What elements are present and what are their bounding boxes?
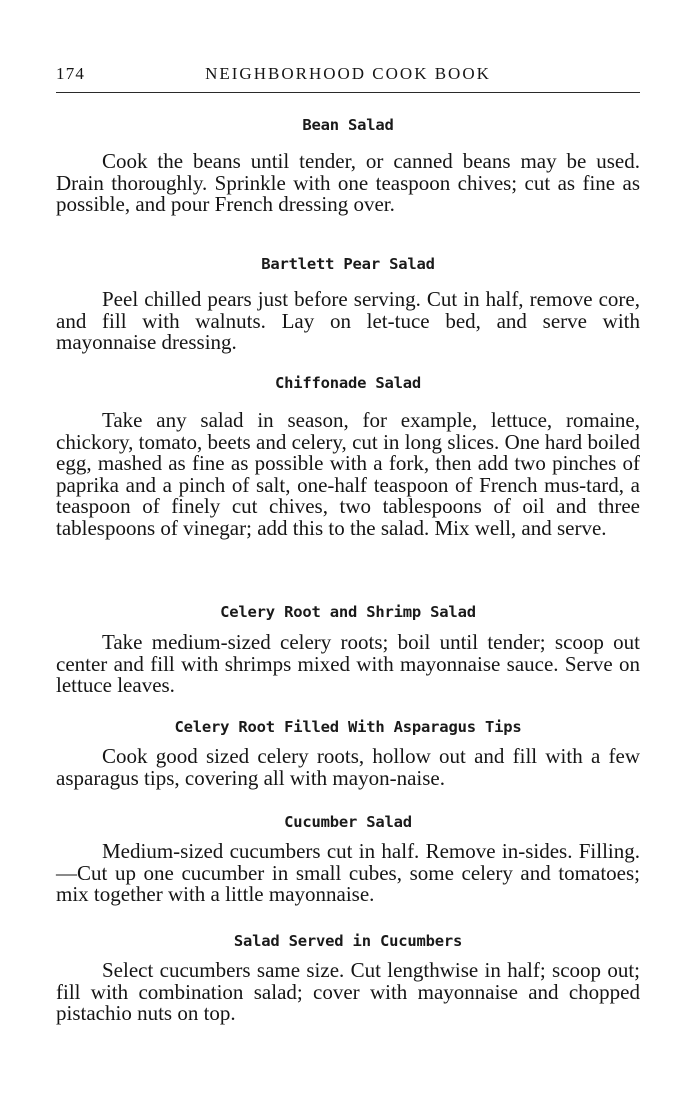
recipe-body: Select cucumbers same size. Cut lengthwise in half; scoop out; fill with combination salad; cover with mayonnaise and chopped pistachio nuts on top. — [56, 958, 640, 1026]
recipe-body: Take medium-sized celery roots; boil until tender; scoop out center and fill with shrimps mixed with mayonnaise sauce. Serve on lettuce leaves. — [56, 630, 640, 698]
recipe-body-wrap — [56, 746, 640, 789]
recipe-title: Bean Salad — [302, 116, 394, 134]
recipe-body-wrap — [56, 410, 640, 540]
recipe-body: Cook the beans until tender, or canned beans may be used. Drain thoroughly. Sprinkle with one teaspoon chives; cut as fine as possible, and pour French dressing over. — [56, 149, 640, 217]
recipe-bartlett-pear-salad — [56, 255, 640, 273]
book-title: NEIGHBORHOOD COOK BOOK — [205, 64, 491, 83]
recipe-cucumber-salad — [56, 813, 640, 831]
recipe-body-wrap — [56, 632, 640, 697]
recipe-title: Chiffonade Salad — [274, 374, 422, 392]
recipe-body-wrap — [56, 289, 640, 354]
recipe-celery-root-asparagus — [56, 718, 640, 736]
recipe-chiffonade-salad — [56, 374, 640, 392]
recipe-title: Bartlett Pear Salad — [261, 255, 435, 273]
recipe-body-wrap — [56, 960, 640, 1025]
recipe-salad-served-in-cucumbers — [56, 932, 640, 950]
page-number: 174 — [56, 64, 86, 83]
recipe-body: Cook good sized celery roots, hollow out and fill with a few asparagus tips, covering all with mayon-naise. — [56, 744, 640, 790]
recipe-body: Peel chilled pears just before serving. Cut in half, remove core, and fill with walnuts. Lay on let-tuce bed, and serve with mayonnaise dressing. — [56, 287, 640, 355]
recipe-title: Celery Root and Shrimp Salad — [220, 603, 476, 621]
book-page — [56, 60, 640, 1026]
recipe-body: Medium-sized cucumbers cut in half. Remove in-sides. Filling.—Cut up one cucumber in small cubes, some celery and tomatoes; mix together with a little mayonnaise. — [56, 839, 640, 907]
running-head — [56, 60, 640, 88]
recipe-body: Take any salad in season, for example, lettuce, romaine, chickory, tomato, beets and celery, cut in long slices. One hard boiled egg, mashed as fine as possible with a fork, then add two pinches of paprika and a pinch of salt, one-half teaspoon of French mus-tard, a teaspoon of finely cut chives, two tablespoons of oil and three tablespoons of vinegar; add this to the salad. Mix well, and serve. — [56, 408, 640, 540]
recipe-body-wrap — [56, 841, 640, 906]
recipe-title: Cucumber Salad — [284, 813, 412, 831]
recipe-celery-root-shrimp-salad — [56, 603, 640, 621]
recipe-body-wrap — [56, 151, 640, 216]
recipe-bean-salad — [56, 116, 640, 134]
recipe-title: Salad Served in Cucumbers — [233, 932, 463, 950]
header-rule — [56, 92, 640, 93]
recipe-title: Celery Root Filled With Asparagus Tips — [174, 718, 522, 736]
